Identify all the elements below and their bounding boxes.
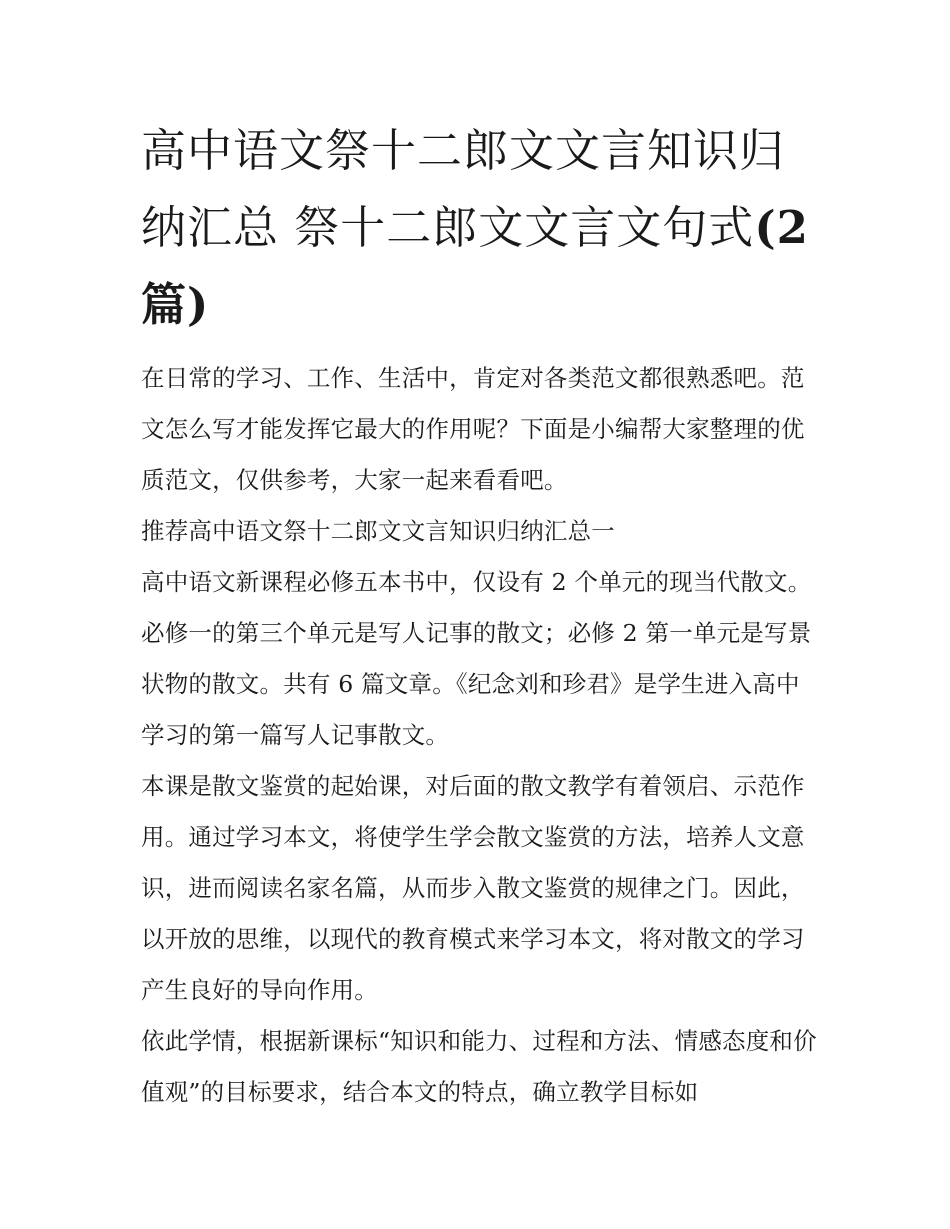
title-suffix: (2 篇): [141, 201, 809, 331]
paragraph-lesson-role: 本课是散文鉴赏的起始课，对后面的散文教学有着领启、示范作用。通过学习本文，将使学生学会散文鉴赏的方法，培养人文意识，进而阅读名家名篇，从而步入散文鉴赏的规律之门。因此，以开放的思维，以现代的教育模式来学习本文，将对散文的学习产生良好的导向作用。: [141, 772, 805, 1004]
paragraph-curriculum: 高中语文新课程必修五本书中，仅设有 2 个单元的现当代散文。必修一的第三个单元是写人记事的散文；必修 2 第一单元是写景状物的散文。共有 6 篇文章。《纪念刘和珍君》是学生进入高中学习的第一篇写人记事散文。: [141, 568, 812, 749]
paragraph-objectives: 依此学情，根据新课标“知识和能力、过程和方法、情感态度和价值观”的目标要求，结合本文的特点，确立教学目标如: [141, 1027, 817, 1106]
title-main: 高中语文祭十二郎文文言知识归纳汇总 祭十二郎文文言文句式: [141, 124, 786, 254]
document-page: [141, 112, 821, 1118]
paragraph-recommend-heading: 推荐高中语文祭十二郎文文言知识归纳汇总一: [141, 517, 615, 545]
paragraph-intro: 在日常的学习、工作、生活中，肯定对各类范文都很熟悉吧。范文怎么写才能发挥它最大的作用呢？下面是小编帮大家整理的优质范文，仅供参考，大家一起来看看吧。: [141, 364, 805, 494]
document-title: [141, 112, 821, 343]
document-body: [141, 353, 821, 1118]
